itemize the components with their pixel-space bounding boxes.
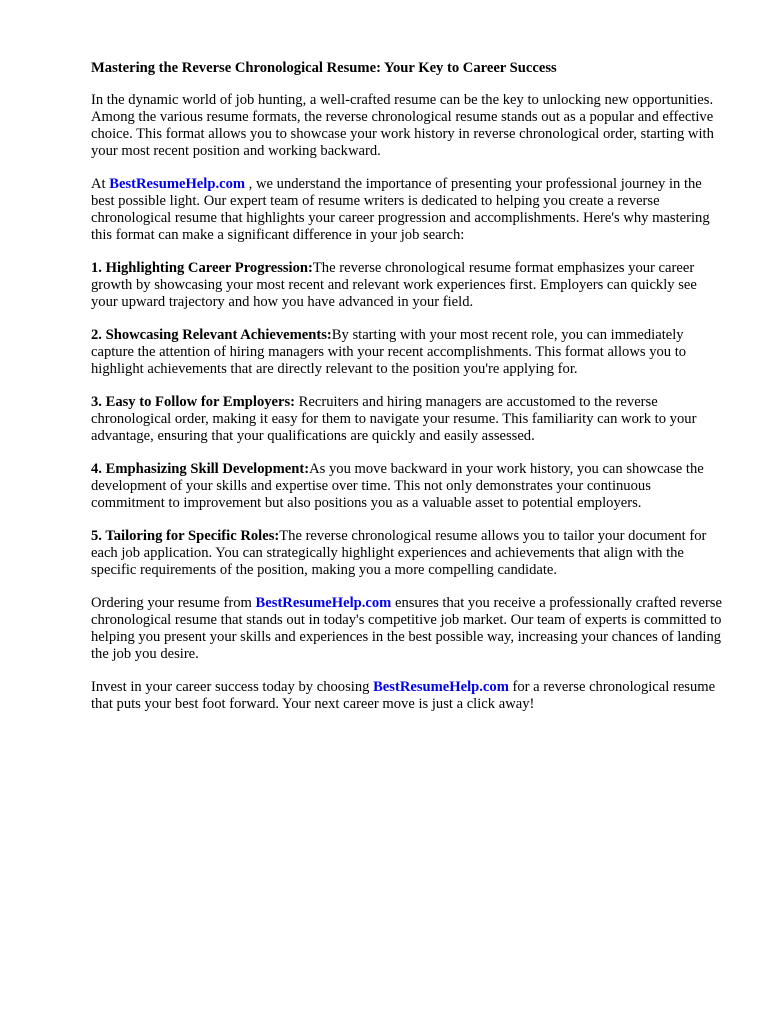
point-text: The reverse chronological resume format emphasizes your career growth by showcasing your most recent and relevant work experiences first. Employers can quickly see your upward trajectory and how you have advanced in your field.: [91, 260, 697, 310]
point-heading: 4. Emphasizing Skill Development:: [91, 461, 310, 477]
bestresumehelp-link[interactable]: BestResumeHelp.com: [109, 176, 246, 192]
bestresumehelp-link[interactable]: BestResumeHelp.com: [255, 595, 392, 611]
order-text-after: ensures that you receive a professionally crafted reverse chronological resume that stands out in today's competitive job market. Our team of experts is committed to helping you present your skills and experiences in the best possible way, increasing your chances of landing the job you desire.: [91, 595, 722, 662]
point-paragraph: [91, 461, 723, 512]
about-paragraph: [91, 176, 723, 244]
invest-paragraph: [91, 679, 723, 713]
point-heading: 3. Easy to Follow for Employers:: [91, 394, 296, 410]
point-heading: 1. Highlighting Career Progression:: [91, 260, 313, 276]
point-paragraph: [91, 327, 723, 378]
invest-text-after: for a reverse chronological resume that puts your best foot forward. Your next career move is just a click away!: [91, 679, 716, 712]
point-heading: 5. Tailoring for Specific Roles:: [91, 528, 280, 544]
intro-paragraph: In the dynamic world of job hunting, a well-crafted resume can be the key to unlocking new opportunities. Among the various resume formats, the reverse chronological resume stands out as a popular and effective choice. This format allows you to showcase your work history in reverse chronological order, starting with your most recent position and working backward.: [91, 92, 714, 159]
point-paragraph: [91, 260, 723, 311]
about-text-before: At: [91, 176, 110, 192]
order-paragraph: [91, 595, 723, 663]
order-text-before: Ordering your resume from: [91, 595, 256, 611]
point-text: By starting with your most recent role, you can immediately capture the attention of hiring managers with your recent accomplishments. This format allows you to highlight achievements that are directly relevant to the position you're applying for.: [91, 327, 687, 377]
point-text: The reverse chronological resume allows you to tailor your document for each job application. You can strategically highlight experiences and achievements that align with the specific requirements of the position, making you a more compelling candidate.: [91, 528, 707, 578]
about-text-after: , we understand the importance of presenting your professional journey in the best possible light. Our expert team of resume writers is dedicated to helping you create a reverse chronological resume that highlights your career progression and accomplishments. Here's why mastering this format can make a significant difference in your job search:: [91, 176, 710, 243]
point-text: As you move backward in your work history, you can showcase the development of your skills and expertise over time. This not only demonstrates your continuous commitment to improvement but also positions you as a valuable asset to potential employers.: [91, 461, 704, 511]
invest-text-before: Invest in your career success today by choosing: [91, 679, 374, 695]
document-title: Mastering the Reverse Chronological Resume: Your Key to Career Success: [91, 60, 557, 76]
point-paragraph: [91, 528, 723, 579]
bestresumehelp-link[interactable]: BestResumeHelp.com: [373, 679, 509, 695]
point-text: Recruiters and hiring managers are accustomed to the reverse chronological order, making it easy for them to navigate your resume. This familiarity can work to your advantage, ensuring that your qualifications are quickly and easily assessed.: [91, 394, 697, 444]
point-paragraph: [91, 394, 723, 445]
point-heading: 2. Showcasing Relevant Achievements:: [91, 327, 332, 343]
